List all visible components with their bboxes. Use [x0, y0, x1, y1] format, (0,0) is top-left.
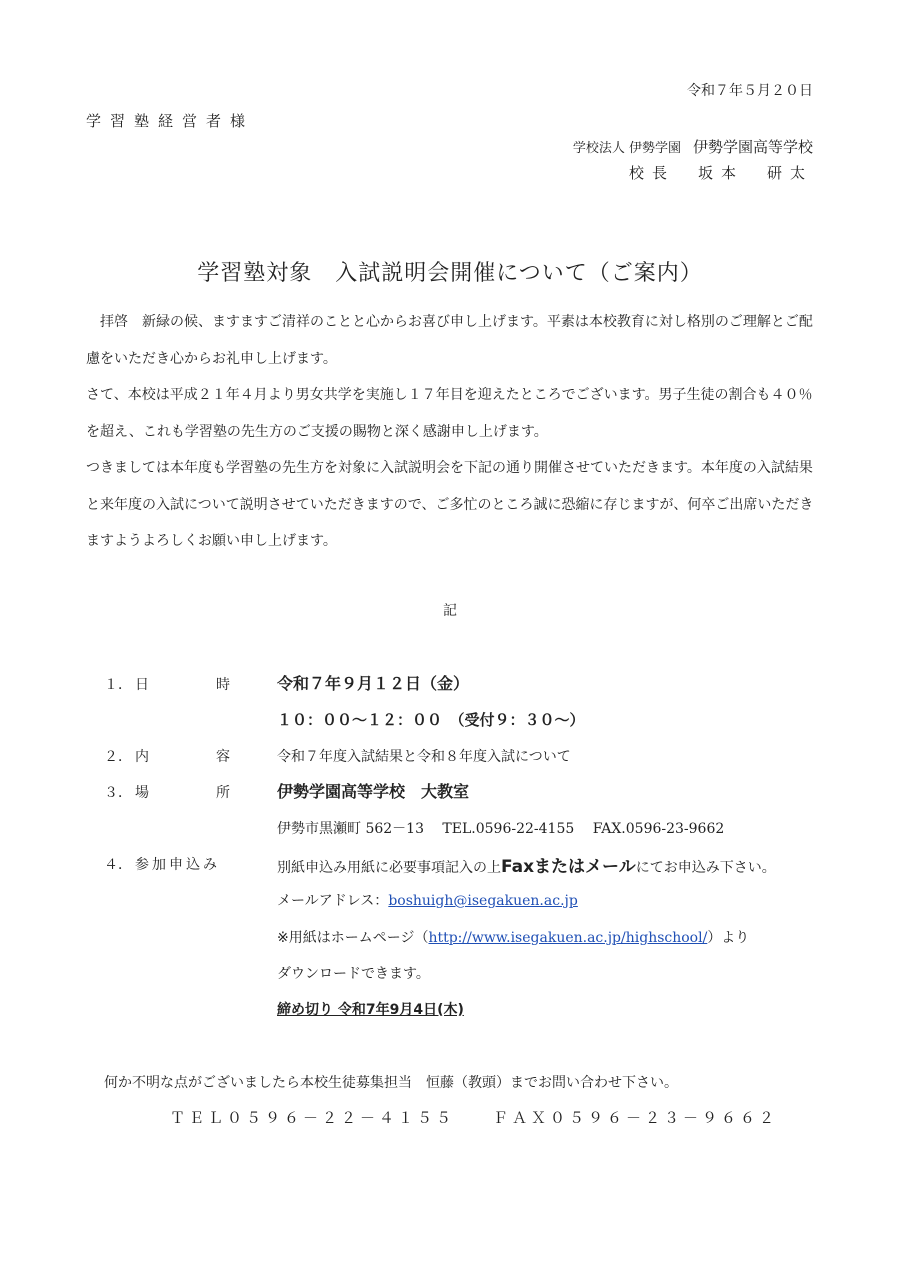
item-number: ３． [104, 785, 132, 801]
download-note: ダウンロードできます。 [277, 966, 430, 982]
event-time: １０：００～１２：００ （受付９：３０～） [277, 711, 585, 729]
label-char: 内 [135, 749, 149, 765]
school-address: 伊勢市黒瀬町 562－13 TEL.0596-22-4155 FAX.0596-23-9662 [277, 821, 725, 837]
item-number: ４． [104, 857, 132, 873]
document-date: 令和７年５月２０日 [687, 83, 813, 99]
event-place: 伊勢学園高等学校 大教室 [277, 782, 470, 801]
item-label [135, 782, 230, 802]
label-char: 所 [216, 785, 230, 801]
item-label: 参加申込み [135, 857, 220, 873]
addressee: 学習塾経営者様 [86, 112, 255, 130]
event-content: 令和７年度入試結果と令和８年度入試について [277, 749, 571, 765]
mail-link[interactable]: boshuigh@isegakuen.ac.jp [388, 893, 578, 909]
letter-body [86, 304, 826, 560]
homepage-line [277, 927, 749, 947]
paragraph-greeting: 拝啓 新緑の候、ますますご清祥のことと心からお喜び申し上げます。平素は本校教育に対し格別のご理解とご配慮をいただき心からお礼申し上げます。 [86, 314, 813, 367]
corporation-name: 学校法人 伊勢学園 [572, 141, 681, 156]
principal-name: 校長 坂本 研太 [628, 164, 813, 182]
mail-line [277, 890, 578, 910]
mail-label: メールアドレス： [277, 893, 389, 909]
item-label [135, 746, 230, 766]
label-char: 日 [135, 677, 149, 693]
school-name: 伊勢学園高等学校 [692, 138, 813, 156]
apply-text: にてお申込み下さい。 [635, 860, 776, 876]
sender-organization [573, 136, 813, 157]
label-char: 場 [135, 785, 149, 801]
homepage-text: ※用紙はホームページ（ [277, 930, 429, 946]
homepage-text: ）より [707, 930, 750, 946]
contact-note: 何か不明な点がございましたら本校生徒募集担当 恒藤（教頭）までお問い合わせ下さい。 [104, 1075, 678, 1091]
ki-heading: 記 [443, 603, 457, 619]
paragraph-intro: さて、本校は平成２１年４月より男女共学を実施し１７年目を迎えたところでございます。男子生徒の割合も４０％を超え、これも学習塾の先生方のご支援の賜物と深く感謝申し上げます。 [86, 387, 813, 440]
apply-instruction [277, 852, 776, 877]
deadline: 締め切り 令和7年9月4日(木) [277, 1002, 464, 1018]
item-label [135, 674, 230, 694]
paragraph-announcement: つきましては本年度も学習塾の先生方を対象に入試説明会を下記の通り開催させていただきます。本年度の入試結果と来年度の入試について説明させていただきますので、ご多忙のところ誠に恐縮に存じますが、何卒ご出席いただきますようよろしくお願い申し上げます。 [86, 460, 814, 549]
apply-method: Faxまたはメール [501, 857, 636, 877]
contact-tel-fax: ＴＥＬ０５９６－２２－４１５５ ＦＡＸ０５９６－２３－９６６２ [170, 1109, 779, 1127]
item-number: １． [104, 677, 132, 693]
item-number: ２． [104, 749, 132, 765]
apply-text: 別紙申込み用紙に必要事項記入の上 [277, 860, 501, 876]
page-title: 学習塾対象 入試説明会開催について（ご案内） [197, 261, 703, 286]
event-date: 令和７年９月１２日（金） [277, 674, 470, 693]
label-char: 時 [216, 677, 230, 693]
label-char: 容 [216, 749, 230, 765]
homepage-link[interactable]: http://www.isegakuen.ac.jp/highschool/ [428, 930, 708, 946]
